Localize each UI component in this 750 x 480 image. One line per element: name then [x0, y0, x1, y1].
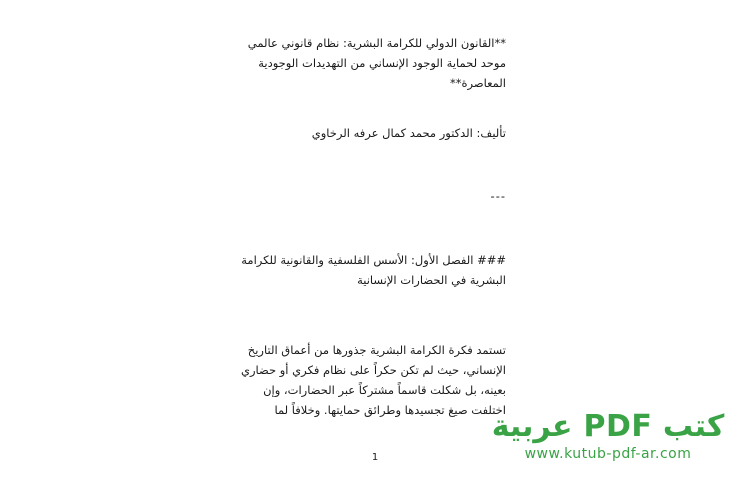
watermark-arabic-text: كتب PDF عربية	[491, 409, 725, 444]
body-paragraph: تستمد فكرة الكرامة البشرية جذورها من أعماق التاريخ الإنساني، حيث لم تكن حكراً على نظام فكري أو حضاري بعينه، بل شكلت قاسماً مشتركاً عبر الحضارات، وإن اختلفت صيغ تجسيدها وطرائق حمايتها. وخلافاً لما	[240, 343, 506, 417]
watermark-url: www.kutub-pdf-ar.com	[524, 446, 692, 462]
chapter-heading: ### الفصل الأول: الأسس الفلسفية والقانونية للكرامة البشرية في الحضارات الإنسانية	[241, 253, 506, 287]
section-divider: ---	[490, 189, 506, 203]
document-author: تأليف: الدكتور محمد كمال عرفه الرخاوي	[311, 126, 506, 140]
document-title: **القانون الدولي للكرامة البشرية: نظام قانوني عالمي موحد لحماية الوجود الإنساني من التهديدات الوجودية المعاصرة**	[247, 36, 506, 90]
page-number: 1	[371, 452, 379, 463]
watermark	[488, 410, 728, 462]
